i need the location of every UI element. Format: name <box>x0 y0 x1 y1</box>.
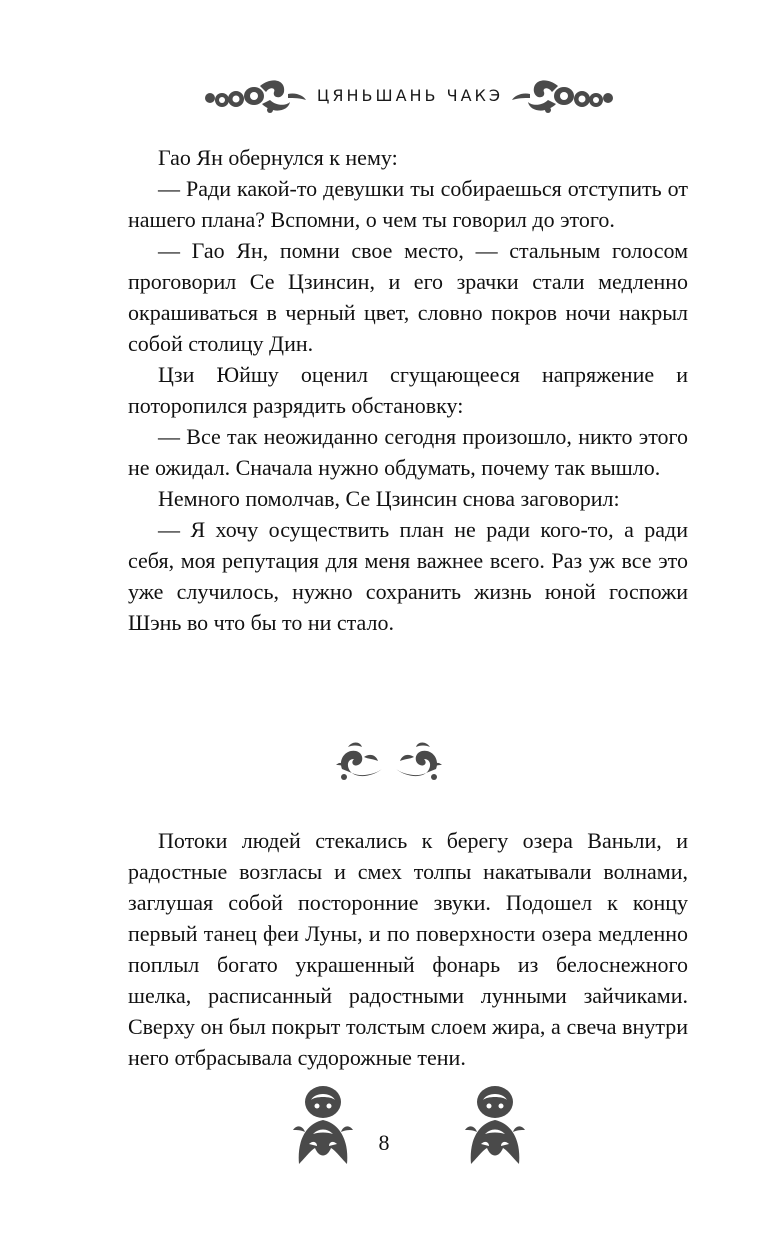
paragraph: — Все так неожиданно сегодня произошло, никто этого не ожидал. Сначала нужно обдумать, почему так вышло. <box>128 424 688 480</box>
running-head <box>0 72 768 122</box>
paragraph: Цзи Юйшу оценил сгущающееся напряжение и поторопился разрядить обстановку: <box>128 362 688 418</box>
folio-ornament-icon <box>291 1078 355 1168</box>
paragraph: — Гао Ян, помни свое место, — стальным голосом проговорил Се Цзинсин, и его зрачки стали медленно окрашиваться в черный цвет, словно покров ночи накрыл собой столицу Дин. <box>128 238 688 356</box>
paragraph: Гао Ян обернулся к нему: <box>158 145 398 170</box>
paragraph: Потоки людей стекались к берегу озера Ваньли, и радостные возгласы и смех толпы накатывали волнами, заглушая собой посторонние звуки. Подошел к концу первый танец феи Луны, и по поверхности озера медленно поплыл богато украшенный фонарь из белоснежного шелка, расписанный радостными лунными зайчиками. Сверху он был покрыт толстым слоем жира, а свеча внутри него отбрасывала судорожные тени. <box>128 828 688 1070</box>
paragraph: — Ради какой-то девушки ты собираешься отступить от нашего плана? Вспомни, о чем ты говорил до этого. <box>128 176 688 232</box>
scroll-ornament-icon <box>200 72 310 122</box>
page-number: 8 <box>378 1130 390 1155</box>
floral-divider-icon <box>334 735 444 787</box>
body-text-after-break <box>128 825 688 1073</box>
folio-ornament-icon <box>463 1078 527 1168</box>
page-footer <box>0 1078 768 1178</box>
running-title: ЦЯНЬШАНЬ ЧАКЭ <box>316 86 504 105</box>
paragraph: Немного помолчав, Се Цзинсин снова заговорил: <box>158 486 620 511</box>
scroll-ornament-icon <box>508 72 618 122</box>
body-text-before-break <box>128 142 688 638</box>
paragraph: — Я хочу осуществить план не ради кого-то, а ради себя, моя репутация для меня важнее всего. Раз уж все это уже случилось, нужно сохранить жизнь юной госпожи Шэнь во что бы то ни стало. <box>128 517 688 635</box>
